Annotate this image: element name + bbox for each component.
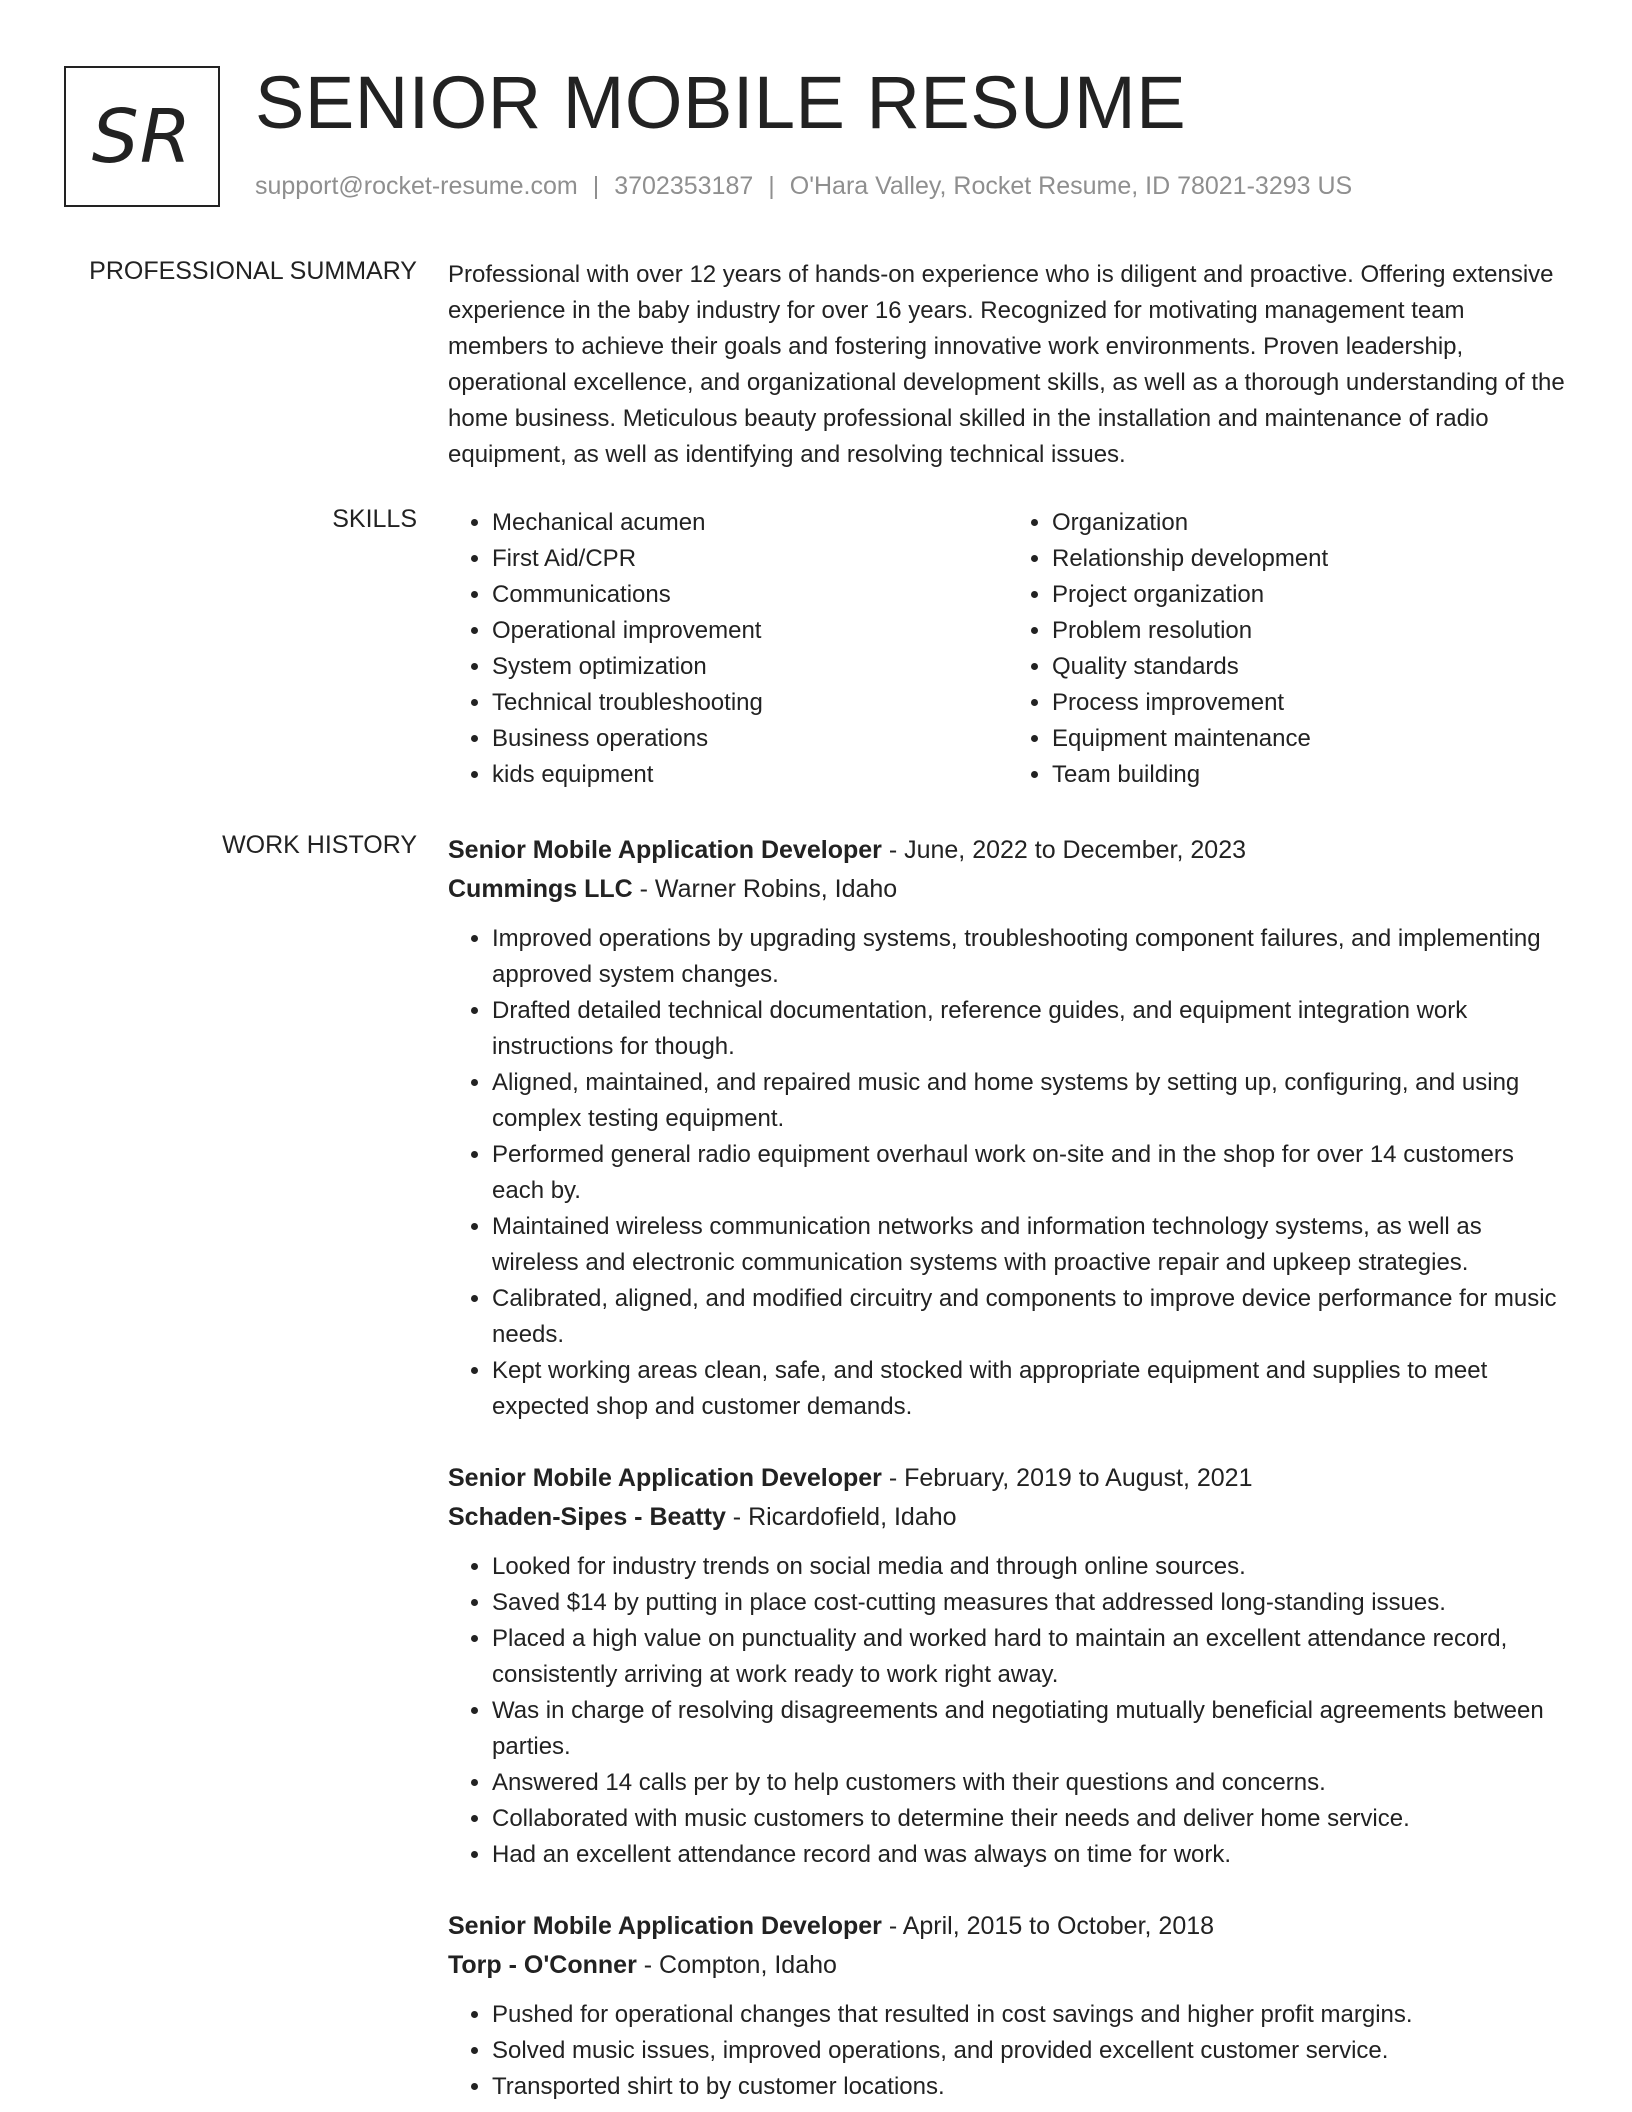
job-bullet: • Calibrated, aligned, and modified circuitry and components to improve device performance for music needs. bbox=[492, 1281, 1568, 1353]
job-bullet: • Maintained wireless communication networks and information technology systems, as well as wireless and electronic communication systems with proactive repair and upkeep strategies. bbox=[492, 1209, 1568, 1281]
skill-item: • Business operations bbox=[492, 721, 1008, 757]
job-bullet: • Pushed for operational changes that resulted in cost savings and higher profit margins. bbox=[492, 1997, 1568, 2033]
skill-item: • Communications bbox=[492, 577, 1008, 613]
contact-separator: | bbox=[768, 172, 775, 200]
job-company: Torp - O'Conner bbox=[448, 1951, 637, 1979]
summary-heading: PROFESSIONAL SUMMARY bbox=[89, 257, 417, 285]
job-bullet: • Had an excellent attendance record and was always on time for work. bbox=[492, 1837, 1568, 1873]
job-company-line bbox=[448, 870, 1568, 909]
job-bullet: • Looked for industry trends on social media and through online sources. bbox=[492, 1549, 1568, 1585]
job-bullets bbox=[448, 921, 1568, 1425]
resume-title: SENIOR MOBILE RESUME bbox=[255, 61, 1187, 144]
contact-separator: | bbox=[592, 172, 600, 200]
skill-item: • First Aid/CPR bbox=[492, 541, 1008, 577]
job-title: Senior Mobile Application Developer bbox=[448, 1912, 882, 1940]
contact-email[interactable]: support@rocket-resume.com bbox=[255, 172, 578, 200]
skill-item: • Relationship development bbox=[1052, 541, 1568, 577]
skill-item: • Technical troubleshooting bbox=[492, 685, 1008, 721]
job-dates: - April, 2015 to October, 2018 bbox=[881, 1912, 1215, 1940]
skill-item: • Organization bbox=[1052, 505, 1568, 541]
job-bullet: • Placed a high value on punctuality and worked hard to maintain an excellent attendance record, consistently arriving at work ready to work right away. bbox=[492, 1621, 1568, 1693]
job-bullet: • Drafted detailed technical documentation, reference guides, and equipment integration work instructions for though. bbox=[492, 993, 1568, 1065]
resume-header bbox=[64, 61, 1564, 210]
skills-heading: SKILLS bbox=[332, 505, 417, 533]
job-title-line bbox=[448, 831, 1568, 870]
skill-item: • Quality standards bbox=[1052, 649, 1568, 685]
job-bullet: • Collaborated with music customers to determine their needs and deliver home service. bbox=[492, 1801, 1568, 1837]
work-history-body bbox=[448, 831, 1568, 2112]
job-bullet: • Aligned, maintained, and repaired music and home systems by setting up, configuring, and using complex testing equipment. bbox=[492, 1065, 1568, 1137]
job-location: - Compton, Idaho bbox=[636, 1951, 837, 1979]
contact-line bbox=[255, 172, 1352, 201]
job-location: - Warner Robins, Idaho bbox=[632, 875, 898, 903]
skill-item: • Problem resolution bbox=[1052, 613, 1568, 649]
job-title: Senior Mobile Application Developer bbox=[448, 836, 882, 864]
summary-body bbox=[448, 257, 1568, 473]
job-location: - Ricardofield, Idaho bbox=[725, 1503, 957, 1531]
monogram-logo: SR bbox=[64, 66, 220, 207]
job-bullet: • Improved operations by upgrading systems, troubleshooting component failures, and implementing approved system changes. bbox=[492, 921, 1568, 993]
job-title: Senior Mobile Application Developer bbox=[448, 1464, 882, 1492]
summary-text: Professional with over 12 years of hands-on experience who is diligent and proactive. Offering extensive experience in the baby industry for over 16 years. Recognized for motivating management team members to achieve their goals and fostering innovative work environments. Proven leadership, operational excellence, and organizational development skills, as well as a thorough understanding of the home business. Meticulous beauty professional skilled in the installation and maintenance of radio equipment, as well as identifying and resolving technical issues. bbox=[448, 261, 1565, 468]
skill-item: • Operational improvement bbox=[492, 613, 1008, 649]
job-bullet: • Solved music issues, improved operations, and provided excellent customer service. bbox=[492, 2033, 1568, 2069]
job-company-line bbox=[448, 1946, 1568, 1985]
skills-body bbox=[448, 505, 1568, 793]
job-company: Cummings LLC bbox=[448, 875, 633, 903]
skill-item: • Project organization bbox=[1052, 577, 1568, 613]
job-entry bbox=[448, 1907, 1568, 2105]
skill-item: • Process improvement bbox=[1052, 685, 1568, 721]
skill-item: • Equipment maintenance bbox=[1052, 721, 1568, 757]
job-title-line bbox=[448, 1907, 1568, 1946]
job-entry bbox=[448, 1459, 1568, 1873]
skill-item: • Team building bbox=[1052, 757, 1568, 793]
job-company: Schaden-Sipes - Beatty bbox=[448, 1503, 726, 1531]
job-entry bbox=[448, 831, 1568, 1425]
job-dates: - June, 2022 to December, 2023 bbox=[881, 836, 1246, 864]
job-bullets bbox=[448, 1549, 1568, 1873]
skill-item: • System optimization bbox=[492, 649, 1008, 685]
work-history-heading: WORK HISTORY bbox=[222, 831, 417, 859]
job-title-line bbox=[448, 1459, 1568, 1498]
skills-list-right bbox=[1008, 505, 1568, 793]
skill-item: • kids equipment bbox=[492, 757, 1008, 793]
skills-list-left bbox=[448, 505, 1008, 793]
job-bullet: • Answered 14 calls per by to help customers with their questions and concerns. bbox=[492, 1765, 1568, 1801]
job-bullet: • Kept working areas clean, safe, and stocked with appropriate equipment and supplies to meet expected shop and customer demands. bbox=[492, 1353, 1568, 1425]
job-bullet: • Performed general radio equipment overhaul work on-site and in the shop for over 14 customers each by. bbox=[492, 1137, 1568, 1209]
contact-address: O'Hara Valley, Rocket Resume, ID 78021-3293 US bbox=[789, 172, 1353, 200]
job-bullet: • Was in charge of resolving disagreements and negotiating mutually beneficial agreements between parties. bbox=[492, 1693, 1568, 1765]
job-bullet: • Saved $14 by putting in place cost-cutting measures that addressed long-standing issues. bbox=[492, 1585, 1568, 1621]
job-bullets bbox=[448, 1997, 1568, 2105]
job-bullet: • Transported shirt to by customer locations. bbox=[492, 2069, 1568, 2105]
contact-phone[interactable]: 3702353187 bbox=[614, 172, 754, 200]
job-dates: - February, 2019 to August, 2021 bbox=[881, 1464, 1253, 1492]
job-company-line bbox=[448, 1498, 1568, 1537]
skill-item: • Mechanical acumen bbox=[492, 505, 1008, 541]
